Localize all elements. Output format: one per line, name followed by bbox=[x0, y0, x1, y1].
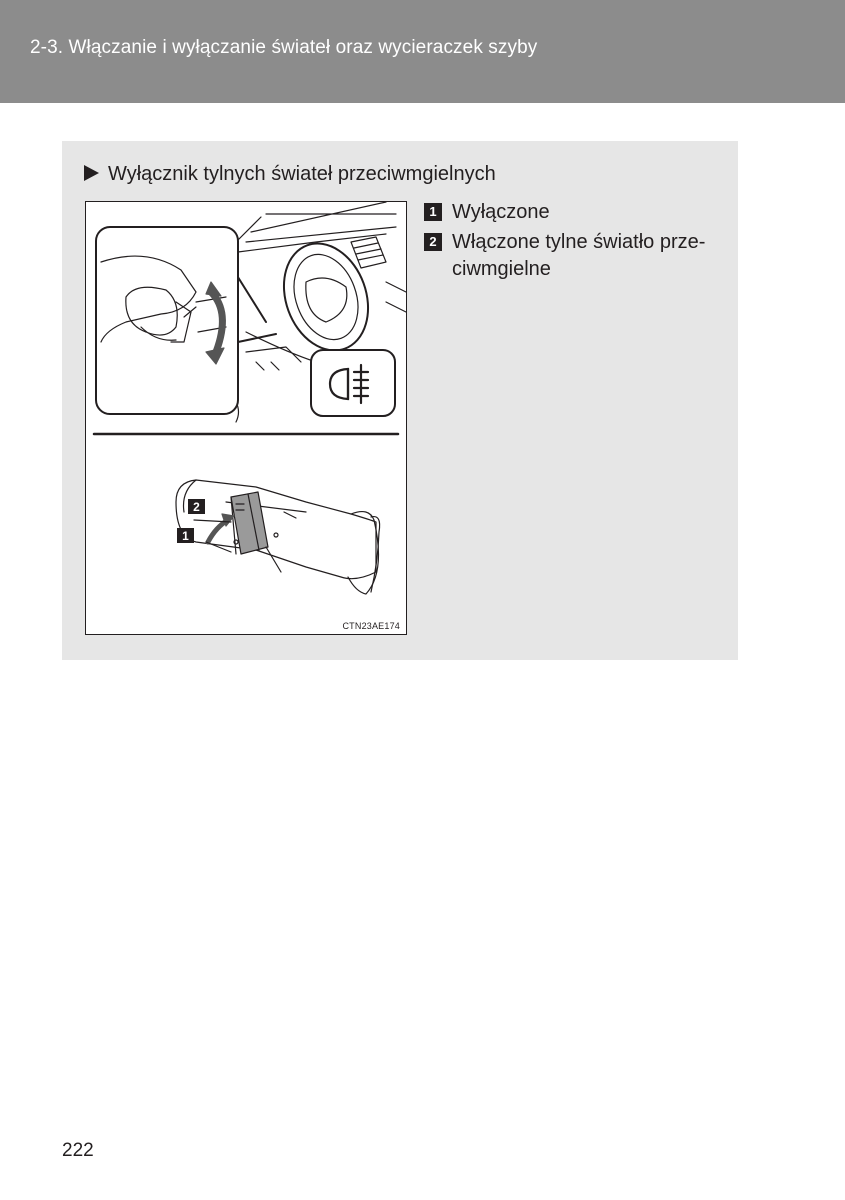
header-bar bbox=[0, 0, 845, 103]
legend-number-badge: 2 bbox=[424, 233, 442, 251]
legend-item bbox=[424, 229, 724, 283]
chapter-title: 2-3. Włączanie i wyłączanie świateł oraz wycieraczek szyby bbox=[30, 37, 538, 58]
page-number: 222 bbox=[62, 1140, 94, 1161]
legend-number-badge: 1 bbox=[424, 203, 442, 221]
svg-text:2: 2 bbox=[193, 500, 200, 514]
figure-code: CTN23AE174 bbox=[342, 621, 400, 631]
figure-callout-1 bbox=[177, 528, 194, 543]
illustration-svg bbox=[86, 202, 407, 635]
legend-list bbox=[424, 199, 724, 286]
section-heading-text: Wyłącznik tylnych świateł przeciwmgielnych bbox=[108, 163, 496, 185]
figure-callout-2 bbox=[188, 499, 205, 514]
svg-text:1: 1 bbox=[182, 529, 189, 543]
legend-item-text: Włączone tylne światło prze-ciwmgielne bbox=[452, 231, 706, 280]
triangle-bullet-icon bbox=[84, 165, 99, 181]
illustration-figure bbox=[85, 201, 407, 635]
legend-item-text: Wyłączone bbox=[452, 201, 550, 223]
content-panel bbox=[62, 141, 738, 660]
legend-item bbox=[424, 199, 724, 226]
section-heading bbox=[84, 163, 496, 186]
